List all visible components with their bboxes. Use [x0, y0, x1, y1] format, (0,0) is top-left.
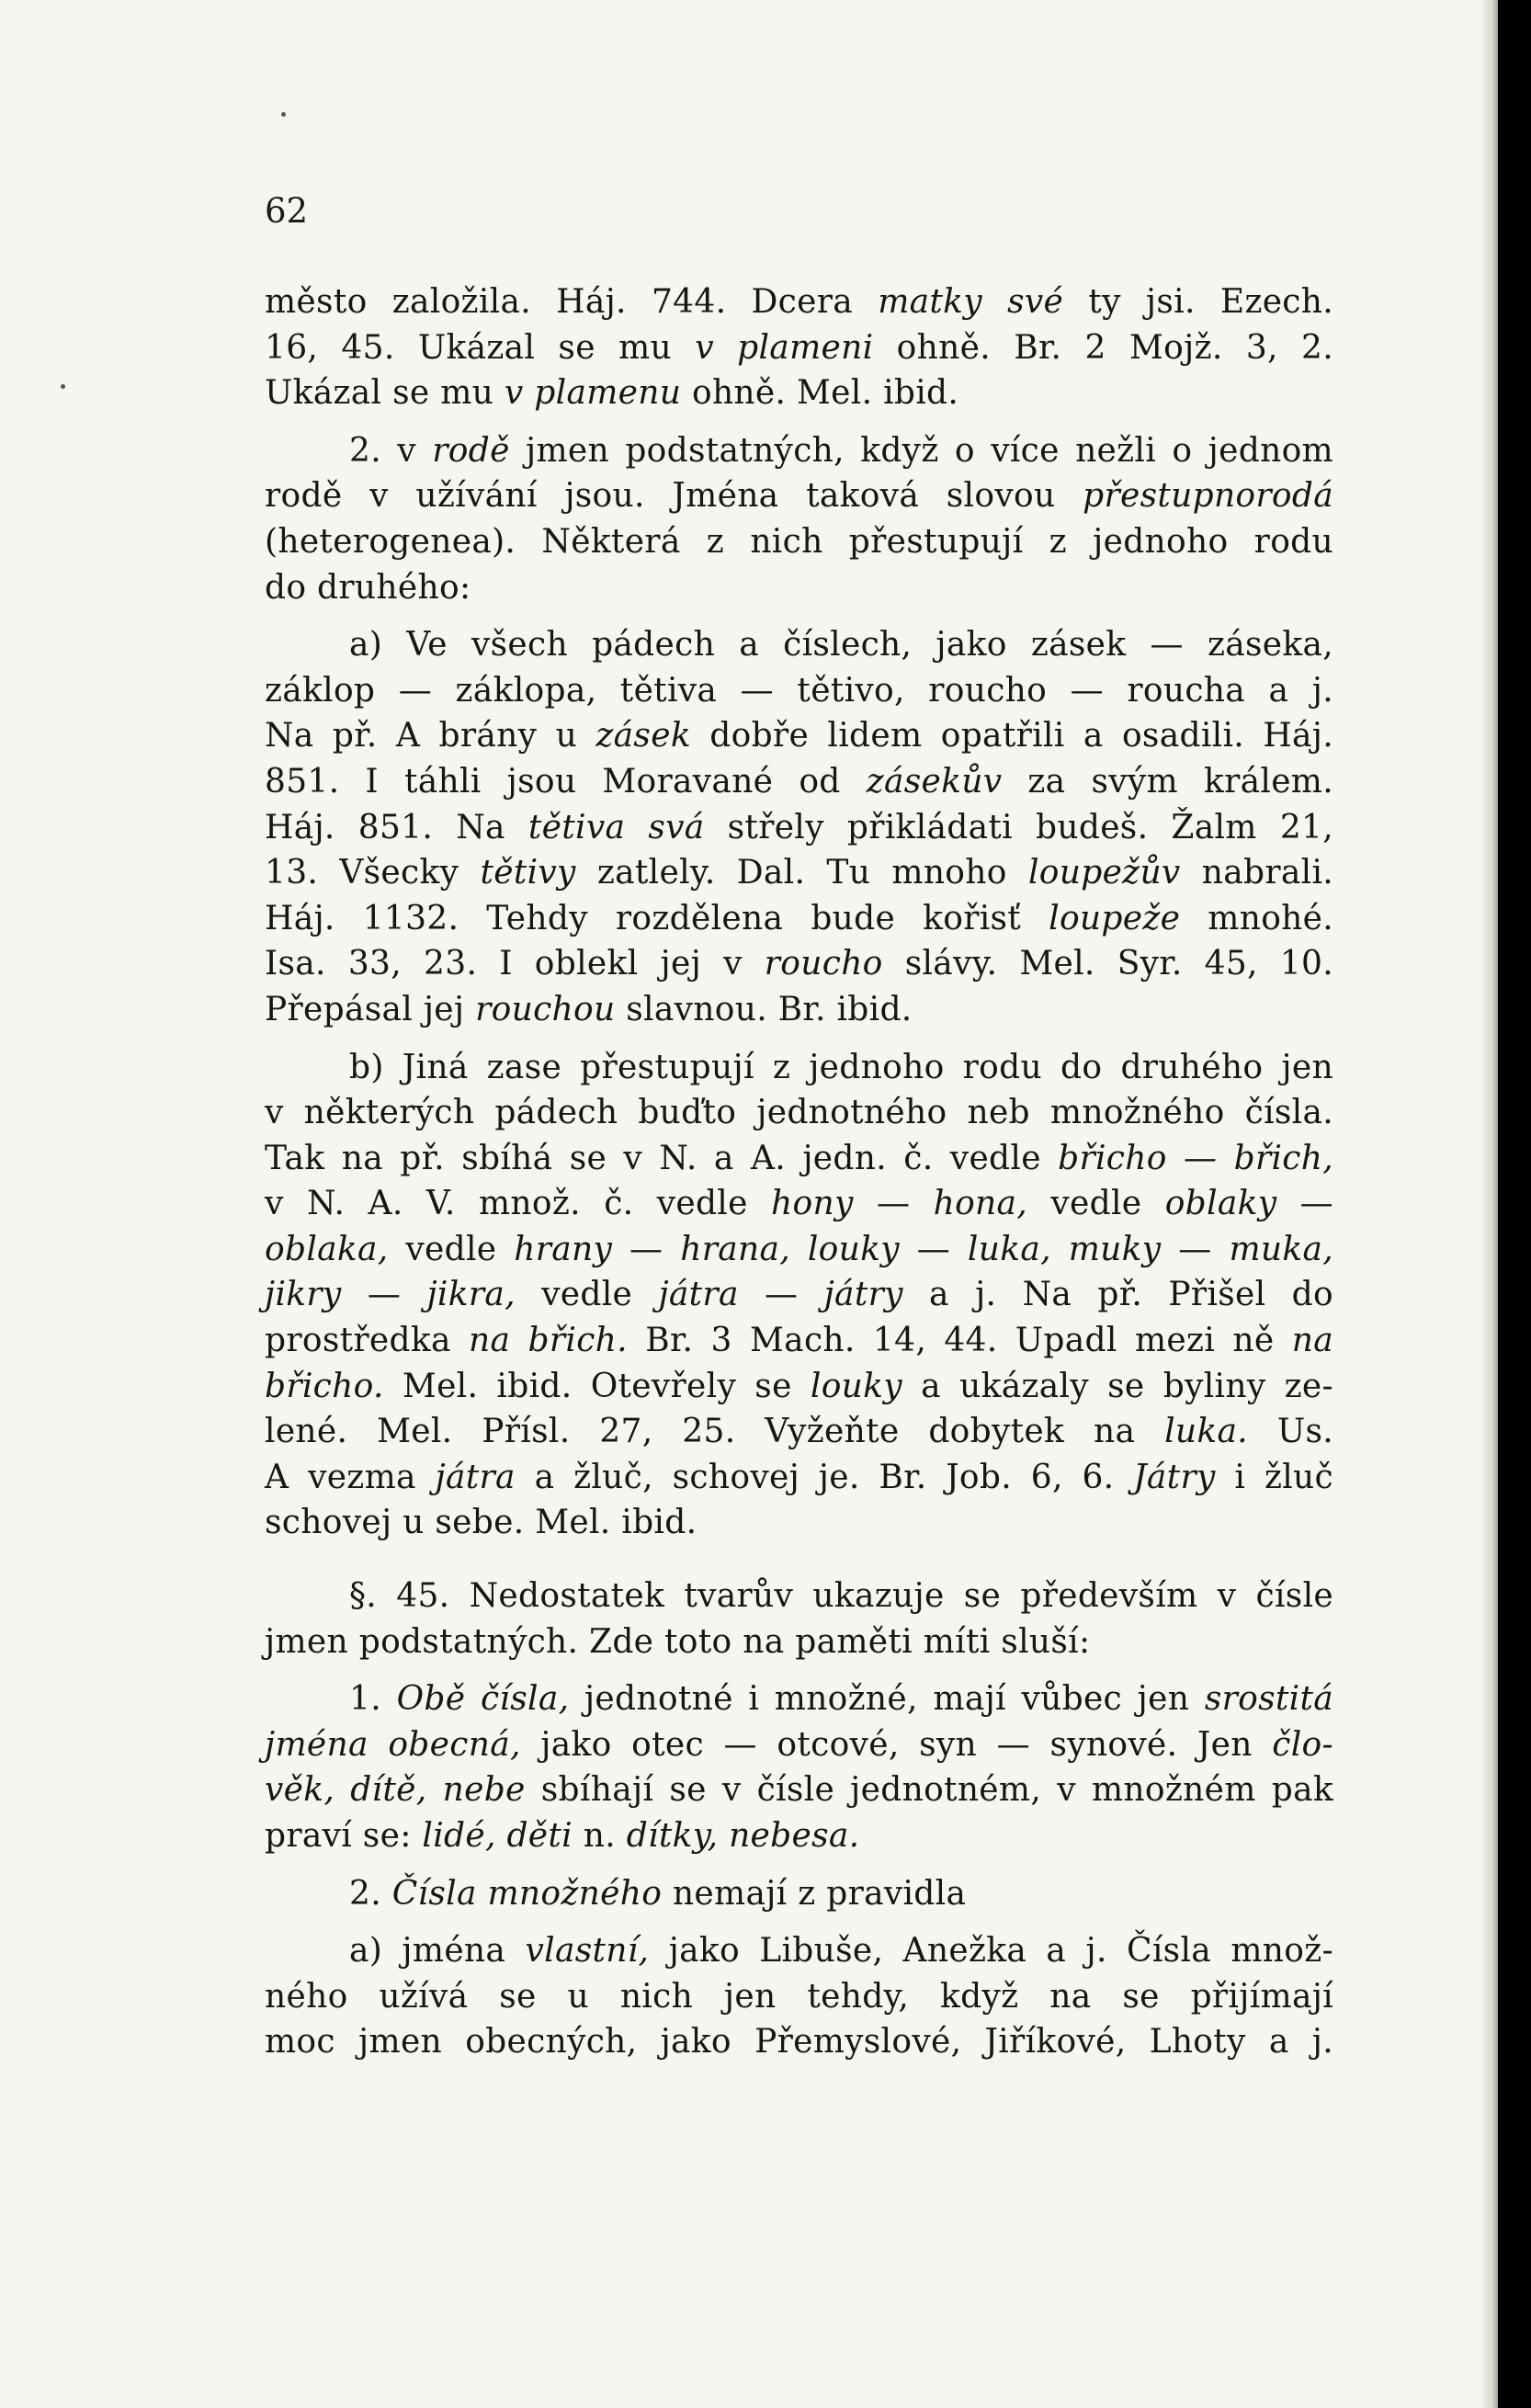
text-line: a) jména vlastní, jako Libuše, Anežka a j. Čísla množ- [349, 1932, 1333, 1971]
italic-term: hrana, louky [680, 1230, 900, 1268]
text-line: Háj. 851. Na tětiva svá střely přikládati budeš. Žalm 21, [265, 808, 1333, 846]
italic-term: člo- [1272, 1725, 1333, 1764]
text-line: 16, 45. Ukázal se mu v plameni ohně. Br. 2 Mojž. 3, 2. [265, 328, 1333, 367]
italic-term: játry [823, 1276, 903, 1314]
italic-term: jikry [265, 1276, 342, 1314]
text-line: b) Jiná zase přestupují z jednoho rodu do druhého jen [349, 1048, 1333, 1086]
text-line: praví se: lidé, děti n. dítky, nebesa. [265, 1817, 860, 1855]
text-line: 2. v rodě jmen podstatných, když o více nežli o jednom [349, 431, 1333, 470]
text-line: (heterogenea). Některá z nich přestupují z jednoho rodu [265, 522, 1333, 561]
text-line: město založila. Háj. 744. Dcera matky své ty jsi. Ezech. [265, 283, 1334, 321]
body-text [265, 279, 1333, 2065]
text-line: lené. Mel. Přísl. 27, 25. Vyžeňte dobytek na luka. Us. [265, 1413, 1334, 1451]
italic-term: přestupnorodá [1083, 477, 1333, 516]
italic-term: v plameni [695, 328, 874, 367]
italic-term: loupeže [1049, 899, 1181, 937]
italic-term: hony [771, 1185, 854, 1223]
text-line: břicho. Mel. ibid. Otevřely se louky a ukázaly se byliny ze- [265, 1367, 1333, 1405]
italic-term: luka. [1164, 1413, 1248, 1451]
italic-term: rouchou [475, 990, 616, 1028]
italic-term: Čísla množného [391, 1874, 663, 1913]
italic-term: hona, [933, 1185, 1028, 1223]
italic-term: Játry [1133, 1458, 1216, 1496]
text-line: v některých pádech buďto jednotného neb množného čísla. [265, 1094, 1333, 1132]
italic-term: matky své [878, 283, 1064, 321]
italic-term: jikra, [426, 1276, 516, 1314]
italic-term: tětiva svá [527, 808, 705, 846]
italic-term: játra [658, 1276, 739, 1314]
italic-term: luka, muky [967, 1230, 1162, 1268]
italic-term: zásekův [866, 762, 1003, 801]
text-line: do druhého: [265, 568, 471, 607]
text-line: v N. A. V. množ. č. vedle hony — hona, vedle oblaky — [265, 1185, 1333, 1223]
italic-term: vlastní, [525, 1932, 650, 1971]
text-line: a) Ve všech pádech a číslech, jako zásek — záseka, [349, 626, 1333, 664]
italic-term: dítky, nebesa. [626, 1817, 860, 1855]
italic-term: loupežův [1027, 854, 1181, 892]
italic-term: lidé, děti [422, 1817, 573, 1855]
text-line: jména obecná, jako otec — otcové, syn — synové. Jen člo- [265, 1725, 1333, 1764]
italic-term: rodě [432, 431, 510, 470]
text-line: Tak na př. sbíhá se v N. a A. jedn. č. vedle břicho — břich, [265, 1139, 1333, 1177]
text-line: záklop — záklopa, tětiva — tětivo, roucho — roucha a j. [265, 671, 1333, 710]
text-line: Isa. 33, 23. I oblekl jej v roucho slávy. Mel. Syr. 45, 10. [265, 945, 1333, 983]
text-line: ného užívá se u nich jen tehdy, když na se přijímají [265, 1977, 1333, 2016]
italic-term: zásek [595, 717, 691, 755]
italic-term: jména obecná, [265, 1725, 521, 1764]
text-line: jmen podstatných. Zde toto na paměti míti sluší: [265, 1622, 1091, 1661]
italic-term: muka, [1229, 1230, 1333, 1268]
page-number: 62 [265, 191, 309, 231]
print-speck [281, 112, 286, 117]
italic-term: srostitá [1204, 1680, 1333, 1719]
italic-term: na [1291, 1322, 1334, 1360]
italic-term: oblaka, [265, 1230, 389, 1268]
text-line: Ukázal se mu v plamenu ohně. Mel. ibid. [265, 374, 959, 413]
text-line: rodě v užívání jsou. Jména taková slovou přestupnorodá [265, 477, 1333, 516]
text-line: jikry — jikra, vedle játra — játry a j. Na př. Přišel do [265, 1276, 1333, 1314]
text-line: Přepásal jej rouchou slavnou. Br. ibid. [265, 990, 913, 1028]
text-line: §. 45. Nedostatek tvarův ukazuje se především v čísle [349, 1577, 1333, 1616]
text-line: prostředka na břich. Br. 3 Mach. 14, 44. Upadl mezi ně na [265, 1322, 1334, 1360]
italic-term: na břich. [469, 1322, 628, 1360]
text-line: schovej u sebe. Mel. ibid. [265, 1504, 697, 1542]
italic-term: břicho — břich, [1058, 1139, 1333, 1177]
page-edge-shadow [1481, 0, 1498, 2408]
text-line: Na př. A brány u zásek dobře lidem opatřili a osadili. Háj. [265, 717, 1333, 755]
print-speck [61, 384, 65, 389]
text-line: 1. Obě čísla, jednotné i množné, mají vůbec jen srostitá [349, 1680, 1333, 1719]
italic-term: louky [810, 1367, 902, 1405]
italic-term: roucho [764, 945, 883, 983]
italic-term: břicho. [265, 1367, 384, 1405]
text-line: Háj. 1132. Tehdy rozdělena bude kořisť loupeže mnohé. [265, 899, 1333, 937]
text-line: oblaka, vedle hrany — hrana, louky — luka, muky — muka, [265, 1230, 1333, 1268]
text-line: věk, dítě, nebe sbíhají se v čísle jednotném, v množném pak [265, 1771, 1333, 1810]
italic-term: oblaky [1164, 1185, 1277, 1223]
text-line: 13. Všecky tětivy zatlely. Dal. Tu mnoho loupežův nabrali. [265, 854, 1334, 892]
text-line: A vezma játra a žluč, schovej je. Br. Job. 6, 6. Játry i žluč [265, 1458, 1333, 1496]
italic-term: v plamenu [504, 374, 682, 413]
text-line: 2. Čísla množného nemají z pravidla [349, 1874, 967, 1913]
italic-term: Obě čísla, [396, 1680, 570, 1719]
italic-term: věk, dítě, nebe [265, 1771, 526, 1810]
italic-term: hrany [514, 1230, 613, 1268]
text-line: moc jmen obecných, jako Přemyslové, Jiříkové, Lhoty a j. [265, 2023, 1333, 2062]
text-line: 851. I táhli jsou Moravané od zásekův za svým králem. [265, 762, 1333, 801]
italic-term: játra [435, 1458, 516, 1496]
italic-term: tětivy [480, 854, 576, 892]
